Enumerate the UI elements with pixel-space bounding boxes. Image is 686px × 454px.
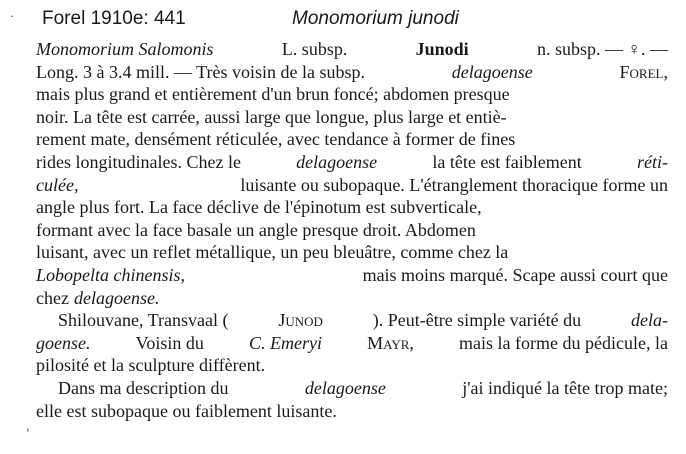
text-line xyxy=(36,61,668,84)
text-span: n. subsp. — ♀. — xyxy=(536,39,668,59)
text-span: L. subsp. xyxy=(281,39,348,59)
smallcaps-text: Junod xyxy=(278,310,323,331)
margin-mark: , xyxy=(26,418,30,433)
smallcaps-text: Forel, xyxy=(619,61,668,82)
text-span: mais plus grand et entièrement d'un brun foncé; abdomen presque xyxy=(36,84,510,105)
italic-text: réti- xyxy=(636,151,668,172)
text-line xyxy=(36,83,668,106)
italic-text: Monomorium Salomonis xyxy=(36,39,214,59)
bold-text: Junodi xyxy=(415,39,469,59)
italic-text: delagoense xyxy=(451,61,533,82)
text-span: j'ai indiqué la tête trop mate; xyxy=(462,377,668,398)
text-line xyxy=(36,219,668,242)
italic-text: delagoense xyxy=(296,151,378,172)
text-span: noir. La tête est carrée, aussi large que longue, plus large et entiè- xyxy=(36,106,507,127)
text-span: rides longitudinales. Chez le xyxy=(36,151,241,172)
italic-text: delagoense xyxy=(304,377,386,398)
italic-text: delagoense. xyxy=(73,287,160,308)
text-span: Shilouvane, Transvaal ( xyxy=(58,310,229,331)
text-line xyxy=(36,38,668,61)
text-line xyxy=(36,196,668,219)
text-span: Long. 3 à 3.4 mill. — Très voisin de la subsp. xyxy=(36,61,366,82)
text-line xyxy=(36,264,668,287)
text-span: luisante ou subopaque. L'étranglement thoracique forme un xyxy=(240,174,668,195)
smallcaps-text: Mayr, xyxy=(367,332,414,353)
text-line xyxy=(36,332,668,355)
text-line xyxy=(36,106,668,129)
text-line xyxy=(36,287,668,310)
italic-text: C. Emeryi xyxy=(248,332,322,353)
text-line xyxy=(36,241,668,264)
page-header xyxy=(22,4,672,30)
text-span: rement mate, densément réticulée, avec tendance à former de fines xyxy=(36,129,516,150)
text-span: formant avec la face basale un angle presque droit. Abdomen xyxy=(36,219,476,240)
species-description xyxy=(36,38,668,422)
text-span: luisant, avec un reflet métallique, un peu bleuâtre, comme chez la xyxy=(36,242,509,263)
italic-text: Lobopelta chinensis, xyxy=(36,264,185,285)
text-span: Dans ma description du xyxy=(58,377,229,398)
italic-text: culée, xyxy=(36,174,79,195)
italic-text: dela- xyxy=(630,310,668,331)
text-span: ). Peut-être simple variété du xyxy=(372,310,582,331)
text-line xyxy=(36,174,668,197)
text-line xyxy=(36,151,668,174)
text-line xyxy=(36,128,668,151)
text-span: angle plus fort. La face déclive de l'épinotum est subverticale, xyxy=(36,197,482,218)
text-span: chez xyxy=(36,287,69,308)
reference-label: Forel 1910e: 441 xyxy=(42,8,186,29)
text-line xyxy=(36,400,668,423)
text-span: la tête est faiblement xyxy=(432,151,582,172)
margin-mark: · xyxy=(10,8,15,23)
taxon-name: Monomorium junodi xyxy=(292,8,459,29)
text-span: mais la forme du pédicule, la xyxy=(459,332,668,353)
text-line xyxy=(36,354,668,377)
italic-text: goense. xyxy=(36,332,91,353)
text-span: elle est subopaque ou faiblement luisante. xyxy=(36,400,337,421)
text-span: mais moins marqué. Scape aussi court que xyxy=(362,264,668,285)
text-span: pilosité et la sculpture diffèrent. xyxy=(36,355,266,376)
text-line xyxy=(36,309,668,332)
text-line xyxy=(36,377,668,400)
text-span: Voisin du xyxy=(135,332,204,353)
